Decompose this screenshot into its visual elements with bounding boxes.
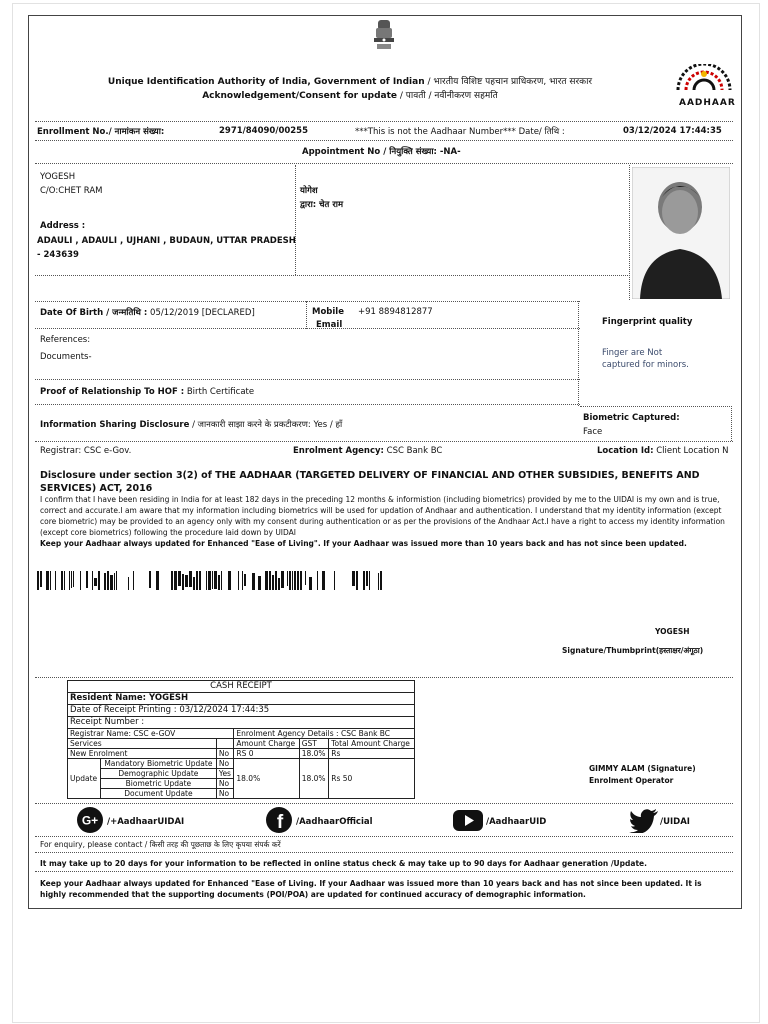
resident-name-hindi: योगेश: [300, 186, 318, 196]
social-link-twitter[interactable]: /UIDAI: [660, 817, 690, 827]
divider: [580, 406, 732, 407]
new-enrolment-flag: No: [216, 749, 234, 759]
divider: [35, 275, 630, 276]
update-row-name: Mandatory Biometric Update: [100, 759, 216, 769]
fingerprint-note-2: captured for minors.: [602, 360, 689, 370]
update-row-name: Demographic Update: [100, 769, 216, 779]
operator-name: GIMMY ALAM (Signature): [589, 764, 696, 773]
divider: [35, 379, 580, 380]
references-label: References:: [40, 335, 91, 345]
divider: [35, 441, 733, 442]
proof-value: Birth Certificate: [184, 387, 255, 397]
email-label: Email: [316, 320, 343, 330]
agency-value: CSC Bank BC: [383, 446, 443, 456]
header-subtitle-hi: / पावती / नवीनीकरण सहमति: [397, 91, 498, 101]
location-id: [597, 446, 729, 456]
mobile-label: Mobile: [312, 307, 344, 317]
divider: [731, 406, 732, 441]
new-enrolment-label: New Enrolment: [68, 749, 217, 759]
aadhaar-logo-text: AADHAAR: [679, 98, 736, 108]
social-link-youtube[interactable]: /AadhaarUID: [486, 817, 547, 827]
info-sharing-value: / जानकारी साझा करने के प्रकटीकरण: Yes / हाँ: [189, 420, 343, 430]
resident-care-of-hindi: द्वारा: चेत राम: [300, 200, 344, 210]
location-value: Client Location N: [653, 446, 729, 456]
documents-label: Documents-: [40, 352, 92, 362]
social-link-google-plus[interactable]: /+AadhaarUIDAI: [107, 817, 185, 827]
resident-name: YOGESH: [40, 172, 76, 182]
update-row-flag: No: [216, 779, 234, 789]
enrollment-label: Enrollment No./ नामांकन संख्या:: [37, 127, 165, 137]
divider: [306, 301, 307, 329]
divider: [35, 836, 733, 837]
divider: [35, 121, 733, 122]
mobile-value: +91 8894812877: [358, 307, 433, 317]
header-title-en: Unique Identification Authority of India, Government of Indian: [107, 77, 425, 87]
col-total: Total Amount Charge: [329, 739, 415, 749]
receipt-resident-name: Resident Name: YOGESH: [68, 693, 415, 705]
update-total: Rs 50: [329, 759, 415, 799]
col-gst: GST: [299, 739, 329, 749]
receipt-print-date: Date of Receipt Printing : 03/12/2024 17:44:35: [68, 705, 415, 717]
update-row-flag: No: [216, 789, 234, 799]
col-services: Services: [68, 739, 217, 749]
fingerprint-note-1: Finger are Not: [602, 348, 663, 358]
header-line-1: [0, 74, 700, 87]
new-enrolment-amount: RS 0: [234, 749, 299, 759]
update-row-name: Document Update: [100, 789, 216, 799]
national-emblem-icon: [372, 18, 396, 52]
header-line-2: [0, 88, 700, 101]
address-line-2: - 243639: [37, 250, 79, 260]
operator-role: Enrolment Operator: [589, 776, 674, 785]
social-link-facebook[interactable]: /AadhaarOfficial: [296, 817, 373, 827]
update-amount: 18.0%: [234, 759, 299, 799]
update-gst: 18.0%: [299, 759, 329, 799]
enrollment-datetime: 03/12/2024 17:44:35: [623, 126, 722, 136]
receipt-agency-details: Enrolment Agency Details : CSC Bank BC: [234, 729, 415, 739]
proof-label: Proof of Relationship To HOF :: [40, 387, 185, 397]
signature-name: YOGESH: [655, 627, 690, 636]
twitter-icon: [629, 807, 659, 833]
footer-keep-updated: Keep your Aadhaar always updated for Enhanced "Ease of Living. If your Aadhaar was issued more than 10 years back and has not since been updated. It is highly recommended that the supporting documents (POI/POA) are updated for continued accuracy of demographic information.: [40, 879, 702, 899]
new-enrolment-gst: 18.0%: [299, 749, 329, 759]
header-subtitle-en: Acknowledgement/Consent for update: [202, 91, 398, 101]
youtube-icon: [453, 807, 483, 833]
address-line-1: ADAULI , ADAULI , UJHANI , BUDAUN, UTTAR PRADESH: [37, 236, 296, 246]
update-label: Update: [68, 759, 101, 799]
resident-photo: [632, 167, 730, 299]
divider: [578, 301, 579, 406]
svg-text:f: f: [276, 812, 284, 833]
divider: [35, 328, 580, 329]
divider: [35, 803, 733, 804]
divider: [35, 852, 733, 853]
disclosure-body: I confirm that I have been residing in India for at least 182 days in the preceding 12 months & informistion (including biometrics) provided by me to the UIDAI is my own and is true, correct and accurate.I am aware that my information including biometrics will be used for updation of Andhaar and authentication. I understand that my identity information (except core biometric) may be provided to an agency only with my consent during authentication or as per the provisions of the Andhaar Act.I have a right to access my identity information (except core biometrics) following the procedure laid down by UIDAI: [40, 495, 725, 537]
processing-time-text: It may take up to 20 days for your information to be reflected in online status check & may take up to 90 days for Aadhaar generation /Update.: [40, 859, 647, 868]
biometric-captured-title: Biometric Captured:: [583, 413, 680, 423]
divider: [35, 871, 733, 872]
info-sharing-label: Information Sharing Disclosure: [40, 420, 190, 430]
divider: [295, 165, 296, 275]
dob-label: Date Of Birth / जन्मतिथि :: [40, 308, 148, 318]
disclosure-keep-updated: Keep your Aadhaar always updated for Enhanced "Ease of Living". If your Aadhaar was issued more than 10 years back and has not since been updated.: [40, 539, 687, 548]
divider: [629, 165, 630, 300]
appointment-number: Appointment No / नियुक्ति संख्या: -NA-: [302, 147, 461, 157]
divider: [35, 301, 580, 302]
biometric-captured-value: Face: [583, 427, 603, 437]
svg-text:G+: G+: [81, 813, 99, 828]
location-label: Location Id:: [597, 446, 654, 456]
barcode-image: [37, 571, 385, 590]
receipt-title: CASH RECEIPT: [68, 681, 415, 693]
agency-label: Enrolment Agency:: [293, 446, 384, 456]
col-flag: [216, 739, 234, 749]
aadhaar-logo-icon: [670, 64, 738, 98]
dob-field: [40, 307, 255, 318]
facebook-icon: [264, 807, 294, 833]
new-enrolment-total: Rs: [329, 749, 415, 759]
fingerprint-quality-title: Fingerprint quality: [602, 317, 693, 327]
information-sharing: [40, 419, 342, 430]
enquiry-text: For enquiry, please contact / किसी तरह की पूछताछ के लिए कृपया संपर्क करें: [40, 840, 281, 849]
divider: [35, 163, 733, 164]
disclosure-title: Disclosure under section 3(2) of THE AADHAAR (TARGETED DELIVERY OF FINANCIAL AND OTHER SUBSIDIES, BENEFITS AND SERVICES) ACT, 2016: [40, 470, 700, 494]
update-row-flag: No: [216, 759, 234, 769]
aadhaar-number-note: ***This is not the Aadhaar Number*** Date/ तिथि :: [355, 127, 565, 137]
divider: [35, 404, 580, 405]
update-row-name: Biometric Update: [100, 779, 216, 789]
address-label: Address :: [40, 221, 86, 231]
proof-of-relationship: [40, 387, 254, 397]
col-amount: Amount Charge: [234, 739, 299, 749]
receipt-number: Receipt Number :: [68, 717, 415, 729]
divider: [35, 677, 733, 678]
registrar: Registrar: CSC e-Gov.: [40, 446, 132, 456]
receipt-registrar-name: Registrar Name: CSC e-GOV: [68, 729, 234, 739]
update-row-flag: Yes: [216, 769, 234, 779]
enrollment-number: 2971/84090/00255: [219, 126, 309, 136]
resident-care-of: C/O:CHET RAM: [40, 186, 103, 196]
dob-value: 05/12/2019 [DECLARED]: [147, 308, 255, 318]
header-title-hi: / भारतीय विशिष्ट पहचान प्राधिकरण, भारत सरकार: [424, 77, 593, 87]
divider: [35, 140, 733, 141]
google-plus-icon: [75, 807, 105, 833]
cash-receipt-table: [67, 680, 415, 799]
signature-label: Signature/Thumbprint(हस्ताक्षर/अंगूठा): [562, 646, 704, 655]
enrolment-agency: [293, 446, 442, 456]
